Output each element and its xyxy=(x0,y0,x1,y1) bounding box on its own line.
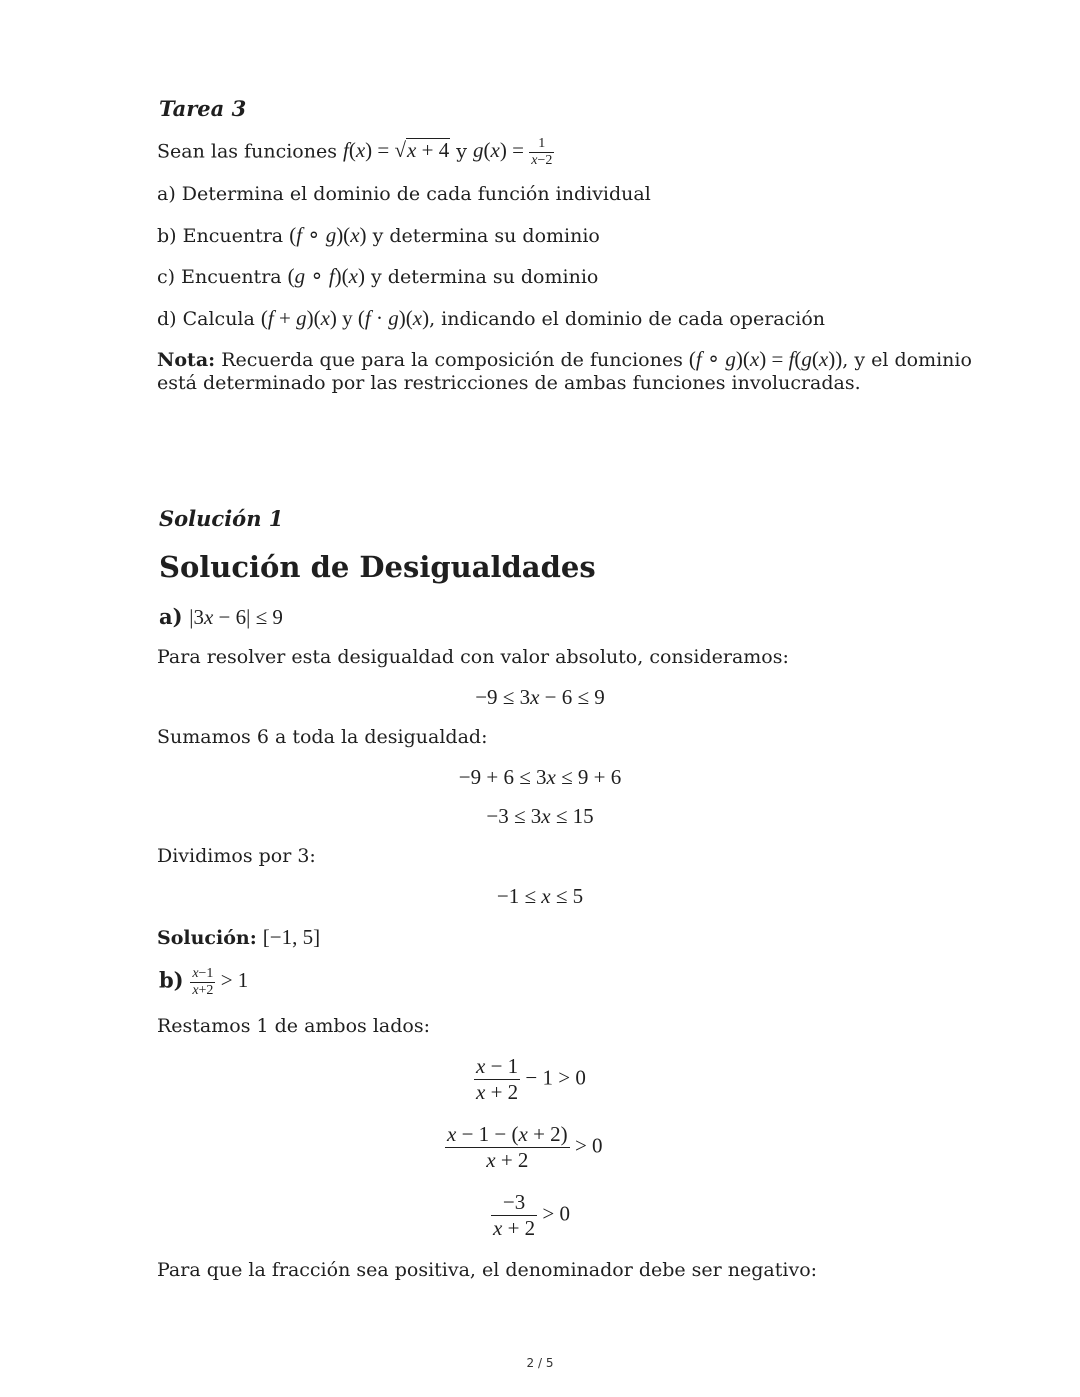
item-b-suffix: y determina su dominio xyxy=(372,225,600,247)
solution-a-result xyxy=(157,925,320,950)
item-b xyxy=(157,223,600,248)
item-c-math: (g ∘ f)(x) xyxy=(287,264,365,288)
item-c-prefix: c) Encuentra xyxy=(157,266,282,288)
part-a-inequality: |3x − 6| ≤ 9 xyxy=(189,605,283,629)
equation-4: −1 ≤ x ≤ 5 xyxy=(496,884,584,908)
part-b-heading xyxy=(159,966,248,999)
item-b-prefix: b) Encuentra xyxy=(157,225,284,247)
solution-label: Solución 1 xyxy=(159,506,284,531)
page-number: 2 / 5 xyxy=(526,1356,554,1370)
part-a-label: a) xyxy=(159,604,183,629)
equation-5: $\frac{x - 1}{x + 2}$ − 1 > 0 xyxy=(476,1054,586,1104)
nota-line-2: está determinado por las restricciones de ambas funciones involucradas. xyxy=(157,372,861,394)
functions-definition xyxy=(157,136,554,169)
part-b-inequality: $\frac{x-1}{x+2}$ > 1 xyxy=(192,966,249,998)
result-interval: [−1, 5] xyxy=(262,925,321,949)
intro-text: Sean las funciones xyxy=(157,140,337,163)
result-label: Solución: xyxy=(157,927,257,949)
text-subtract: Restamos 1 de ambos lados: xyxy=(157,1015,430,1037)
nota-text-1: Recuerda que para la composición de funciones xyxy=(221,349,683,371)
text-divide: Dividimos por 3: xyxy=(157,845,316,867)
solution-heading: Solución de Desigualdades xyxy=(159,550,596,584)
item-c-suffix: y determina su dominio xyxy=(371,266,599,288)
g-definition: g(x) = $\frac{1}{x-2}$ xyxy=(473,136,553,168)
item-a: a) Determina el dominio de cada función individual xyxy=(157,183,651,205)
item-d xyxy=(157,306,825,331)
part-a-heading xyxy=(159,604,283,630)
text-positive-fraction: Para que la fracción sea positiva, el denominador debe ser negativo: xyxy=(157,1259,818,1281)
item-d-prefix: d) Calcula xyxy=(157,308,255,330)
item-d-suffix: , indicando el dominio de cada operación xyxy=(429,308,825,330)
item-b-math: (f ∘ g)(x) xyxy=(289,223,367,247)
nota-label: Nota: xyxy=(157,349,216,371)
nota-math: (f ∘ g)(x) = f(g(x)) xyxy=(688,347,843,371)
text-add-six: Sumamos 6 a toda la desigualdad: xyxy=(157,726,488,748)
nota-line-1 xyxy=(157,347,972,372)
item-c xyxy=(157,264,598,289)
equation-7: $\frac{-3}{x + 2}$ > 0 xyxy=(493,1190,571,1240)
equation-3: −3 ≤ 3x ≤ 15 xyxy=(486,804,594,828)
task-title: Tarea 3 xyxy=(159,96,247,121)
conjunction-y: y xyxy=(456,140,467,163)
f-definition: f(x) = √x + 4 xyxy=(343,138,450,163)
equation-6: $\frac{x - 1 - (x + 2)}{x + 2}$ > 0 xyxy=(447,1122,603,1172)
equation-1: −9 ≤ 3x − 6 ≤ 9 xyxy=(475,685,605,709)
part-b-label: b) xyxy=(159,967,184,993)
text-consider: Para resolver esta desigualdad con valor absoluto, consideramos: xyxy=(157,646,789,668)
equation-2: −9 + 6 ≤ 3x ≤ 9 + 6 xyxy=(458,765,622,789)
item-d-math: (f + g)(x) y (f · g)(x) xyxy=(260,306,430,330)
nota-text-2: , y el dominio xyxy=(842,349,972,371)
